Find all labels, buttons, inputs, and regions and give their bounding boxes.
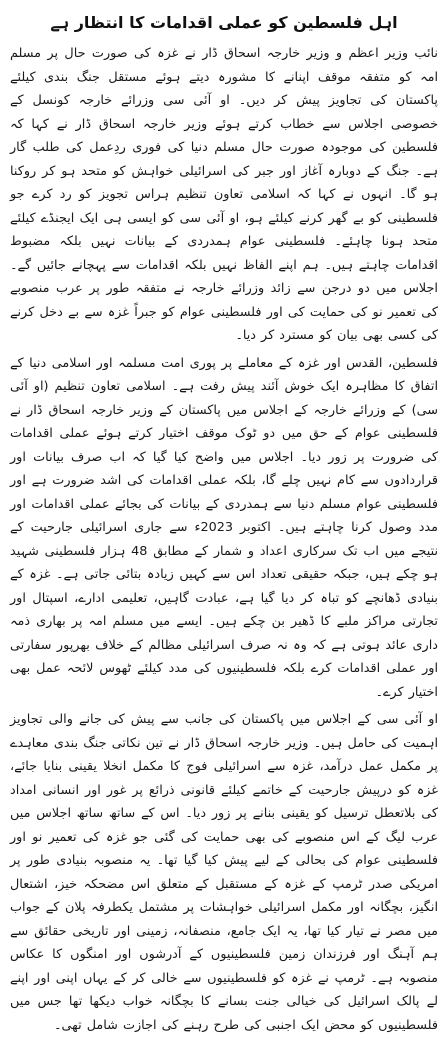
article-paragraph-2: فلسطین، القدس اور غزہ کے معاملے پر پوری امت مسلمہ اور اسلامی دنیا کے اتفاق کا مظاہرہ ایک خوش آئند پیش رفت ہے۔ اسلامی تعاون تنظیم (او آئی سی) کے وزرائے خارجہ کے اجلاس میں پاکستان کے وزیر خارجہ اسحاق ڈار نے فلسطینی عوام کے حق میں دو ٹوک موقف اختیار کرتے ہوئے عملی اقدامات کی ضرورت پر زور دیا۔ اجلاس میں واضح کیا گیا کہ اب صرف بیانات اور قراردادوں سے کام نہیں چلے گا، بلکہ عملی اقدامات کی اشد ضرورت ہے اور فلسطینی عوام مسلم دنیا سے ہمدردی کے بیانات کی بجائے عملی اقدامات اور مدد وصول کرنا چاہتے ہیں۔ اکتوبر 2023ء سے جاری اسرائیلی جارحیت کے نتیجے میں اب تک سرکاری اعداد و شمار کے مطابق 48 ہزار فلسطینی شہید ہو چکے ہیں، جبکہ حقیقی تعداد اس سے کہیں زیادہ بتائی جاتی ہے۔ غزہ کے بنیادی ڈھانچے کو تباہ کر دیا گیا ہے، عبادت گاہیں، تعلیمی ادارے، اسپتال اور تجارتی مراکز ملبے کا ڈھیر بن چکے ہیں۔ ایسے میں مسلم امہ پر بھاری ذمہ داری عائد ہوتی ہے کہ وہ نہ صرف اسرائیلی مظالم کے خلاف بھرپور سفارتی اور عملی اقدامات کرے بلکہ فلسطینیوں کی مدد کیلئے ٹھوس لائحہ عمل بھی اختیار کرے۔ (10, 355, 439, 700)
article-paragraph-1: نائب وزیر اعظم و وزیر خارجہ اسحاق ڈار نے غزہ کی صورت حال پر مسلم امہ کو متفقہ موقف اپنانے کا مشورہ دیتے ہوئے مستقل جنگ بندی کیلئے پاکستان کی تجاویز پیش کر دیں۔ او آئی سی وزرائے خارجہ کونسل کے خصوصی اجلاس سے خطاب کرتے ہوئے وزیر خارجہ اسحاق ڈار نے کہا کہ فلسطین کی موجودہ صورت حال مسلم دنیا کی فوری ردِعمل کی طلب گار ہے۔ جنگ کے دوبارہ آغاز اور جبر کی اسرائیلی خواہش کو متحد ہو کر روکنا ہو گا۔ انہوں نے کہا کہ اسلامی تعاون تنظیم ہراس تجویز کو رد کرے جو فلسطینی کو بے گھر کرنے کیلئے ہو، او آئی سی کو ایسی ہی ایک ایجنڈے کیلئے متحد ہونا چاہئے۔ فلسطینی عوام ہمدردی کے بیانات نہیں بلکہ مضبوط اقدامات چاہتے ہیں۔ ہم اپنے الفاظ نہیں بلکہ اقدامات سے پہچانے جائیں گے۔ اجلاس میں دو درجن سے زائد وزرائے خارجہ نے متفقہ طور پر عرب منصوبے کی تعمیر نو کی حمایت کی اور فلسطینی عوام کو جبراً غزہ سے بے دخل کرنے کی کسی بھی بیان کو مسترد کر دیا۔ (10, 46, 438, 343)
article-paragraph-3: او آئی سی کے اجلاس میں پاکستان کی جانب سے پیش کی جانے والی تجاویز اہمیت کی حامل ہیں۔ وزیر خارجہ اسحاق ڈار نے تین نکاتی جنگ بندی معاہدے پر مکمل عمل درآمد، غزہ سے اسرائیلی فوج کا مکمل انخلا یقینی بنایا جائے، غزہ کو درپیش جارحیت کے خاتمے کیلئے قانونی ذرائع پر غور اور انسانی امداد کی بلاتعطل ترسیل کو یقینی بنانے پر زور دیا۔ اس کے ساتھ ساتھ اجلاس میں عرب لیگ کے اس منصوبے کی بھی حمایت کی گئی جو غزہ کی تعمیر نو اور فلسطینی عوام کی بحالی کے لیے پیش کیا گیا تھا۔ یہ منصوبہ بنیادی طور پر امریکی صدر ٹرمپ کے غزہ کے مستقبل کے متعلق اس مضحکہ خیز، اشتعال انگیز، بچگانہ اور مکمل اسرائیلی خواہشات پر مشتمل یکطرفہ پلان کے جواب میں مصر نے تیار کیا تھا، یہ ایک جامع، منصفانہ، زمینی اور تاریخی حقائق سے ہم آہنگ اور فرزندان زمین فلسطینیوں کے آدرشوں اور امنگوں کا عکاس منصوبہ ہے۔ ٹرمپ نے غزہ کو فلسطینیوں سے خالی کر کے یہاں اپنی اور اپنے لے پالک اسرائیل کی خیالی جنت بسانے کا بچگانہ خواب دیکھا تھا جس میں فلسطینیوں کو محض ایک اجنبی کی طرح رہنے کی اجازت شامل تھی۔ (10, 712, 438, 1033)
article-headline: اہل فلسطین کو عملی اقدامات کا انتظار ہے (50, 13, 398, 32)
